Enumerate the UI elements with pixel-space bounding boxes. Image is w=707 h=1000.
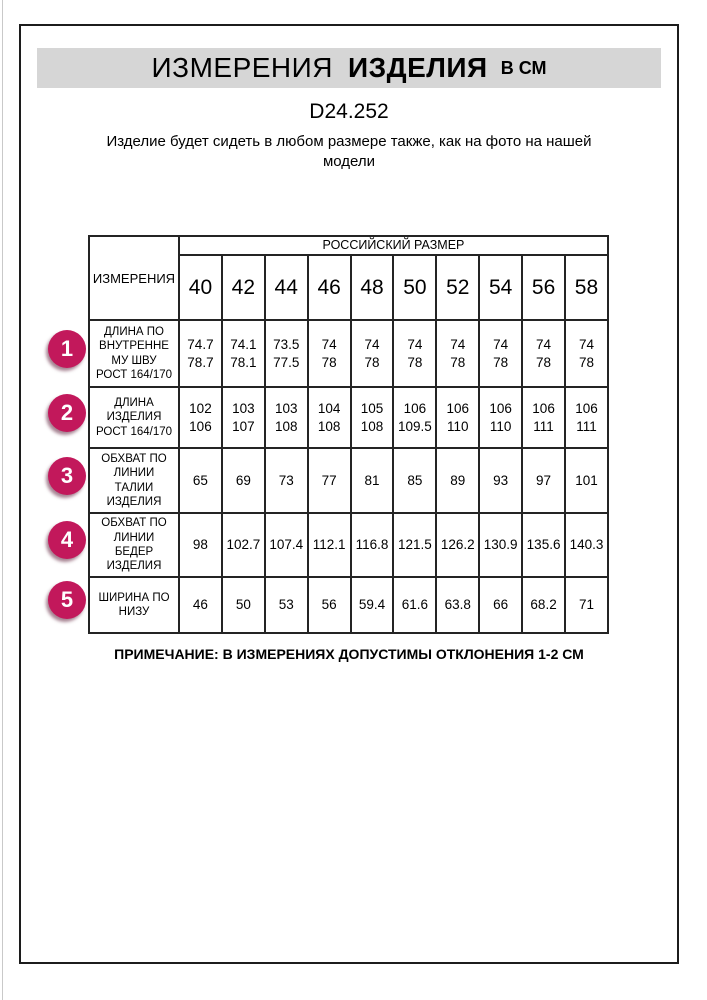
- measurement-value-cell: [222, 577, 265, 633]
- measurement-value-line: 89: [450, 472, 466, 488]
- measurement-value-line: 108: [274, 418, 298, 434]
- measurement-value-line: 74: [578, 336, 594, 352]
- page-title: ИЗМЕРЕНИЯ: [151, 52, 333, 83]
- measurement-value-line: 121.5: [398, 537, 432, 553]
- measurement-value-line: 78: [407, 354, 423, 370]
- table-row: [89, 577, 608, 633]
- measurement-value-cell: [565, 448, 608, 513]
- measurement-label-line: РОСТ 164/170: [95, 425, 173, 438]
- measurement-value-line: 116.8: [355, 537, 389, 553]
- measurement-value-line: 110: [447, 418, 469, 434]
- deviation-note: ПРИМЕЧАНИЕ: В ИЗМЕРЕНИЯХ ДОПУСТИМЫ ОТКЛОНЕНИЯ 1-2 СМ: [114, 646, 584, 662]
- measurement-label-cell: [89, 387, 179, 448]
- measurement-value-cell: [393, 320, 436, 387]
- measurement-value-cell: [179, 448, 222, 513]
- measurement-value-cell: [565, 387, 608, 448]
- size-header-cell: 42: [222, 255, 265, 320]
- measurement-value-line: 65: [192, 472, 208, 488]
- measurement-value-cell: [265, 320, 308, 387]
- measurement-value-line: 74.7: [187, 336, 214, 352]
- measurement-value-line: 108: [317, 418, 341, 434]
- measurement-value-line: 106: [446, 400, 470, 416]
- measurement-label-line: ТАЛИИ: [114, 481, 154, 494]
- measurement-value-cell: [222, 513, 265, 577]
- measurement-value-line: 61.6: [401, 597, 429, 613]
- measurement-value-line: 66: [493, 597, 509, 613]
- measurement-value-cell: [265, 513, 308, 577]
- measurement-value-line: 126.2: [440, 537, 475, 553]
- measurement-value-cell: [351, 577, 394, 633]
- size-table: [88, 235, 609, 634]
- measurement-value-cell: [393, 577, 436, 633]
- size-header-cell: 46: [308, 255, 351, 320]
- measurement-value-line: 106: [189, 418, 212, 434]
- row-number-badge: 3: [48, 457, 86, 495]
- measurement-value-line: 110: [489, 418, 512, 434]
- size-table-head: [89, 236, 608, 320]
- scan-edge-line: [2, 0, 3, 1000]
- size-header-cell: 50: [393, 255, 436, 320]
- measurement-value-line: 78.1: [230, 354, 257, 370]
- size-header-cell: 54: [479, 255, 522, 320]
- table-row: [89, 513, 608, 577]
- measurement-value-line: 78: [321, 354, 337, 370]
- measurement-label-line: ИЗДЕЛИЯ: [106, 560, 162, 573]
- measurement-value-line: 103: [274, 400, 298, 416]
- measurement-value-line: 109.5: [398, 418, 432, 434]
- page-title-unit: В СМ: [500, 57, 547, 78]
- measurement-label-line: ИЗДЕЛИЯ: [106, 495, 162, 508]
- measurement-value-line: 78: [493, 354, 509, 370]
- article-number: D24.252: [309, 100, 389, 123]
- measurement-value-cell: [222, 448, 265, 513]
- measurement-label-line: НИЗУ: [118, 606, 150, 618]
- measurement-value-line: 98: [192, 537, 208, 553]
- measurement-value-line: 130.9: [483, 537, 518, 553]
- measurement-value-line: 74.1: [230, 336, 257, 352]
- measurement-label-cell: [89, 577, 179, 633]
- table-row: [89, 448, 608, 513]
- measurement-value-cell: [393, 387, 436, 448]
- size-header-cell: 48: [351, 255, 394, 320]
- measurements-corner-header: ИЗМЕРЕНИЯ: [89, 236, 179, 320]
- page-title-product: ИЗДЕЛИЯ: [348, 52, 488, 83]
- row-number-badge: 4: [48, 521, 86, 559]
- measurement-value-line: 78.7: [187, 354, 214, 370]
- measurement-value-cell: [565, 577, 608, 633]
- measurement-value-line: 73.5: [273, 336, 300, 352]
- measurement-value-cell: [522, 320, 565, 387]
- measurement-value-cell: [308, 387, 351, 448]
- table-row: [89, 320, 608, 387]
- measurement-value-line: 78: [364, 354, 380, 370]
- measurement-value-line: 77.5: [273, 354, 300, 370]
- measurement-label-line: ДЛИНА: [114, 396, 154, 409]
- measurement-value-line: 107: [232, 418, 255, 434]
- measurement-value-cell: [522, 448, 565, 513]
- measurement-value-line: 97: [536, 472, 552, 488]
- measurement-value-line: 74: [407, 336, 423, 352]
- measurement-value-cell: [522, 513, 565, 577]
- measurement-value-cell: [436, 387, 479, 448]
- measurement-value-cell: [222, 320, 265, 387]
- measurement-value-line: 140.3: [569, 537, 604, 553]
- measurement-value-line: 77: [321, 472, 337, 488]
- measurement-value-line: 74: [321, 336, 337, 352]
- measurement-value-line: 111: [576, 418, 597, 434]
- measurement-value-line: 78: [450, 354, 466, 370]
- measurement-value-line: 85: [407, 472, 423, 488]
- measurement-value-cell: [565, 320, 608, 387]
- measurement-value-cell: [436, 513, 479, 577]
- measurement-value-cell: [351, 320, 394, 387]
- measurement-value-line: 102: [189, 400, 212, 416]
- measurement-value-cell: [351, 513, 394, 577]
- measurement-value-line: 107.4: [269, 537, 304, 553]
- measurement-label-line: ОБХВАТ ПО: [101, 452, 167, 465]
- measurement-value-line: 68.2: [530, 597, 557, 613]
- measurement-value-line: 74: [493, 336, 509, 352]
- measurement-value-cell: [308, 577, 351, 633]
- measurement-value-line: 78: [578, 354, 594, 370]
- measurement-label-line: РОСТ 164/170: [95, 368, 173, 381]
- measurement-label-line: ИЗДЕЛИЯ: [106, 411, 162, 424]
- measurement-value-cell: [522, 387, 565, 448]
- measurement-value-cell: [436, 577, 479, 633]
- size-header-cell: 58: [565, 255, 608, 320]
- measurement-value-line: 105: [360, 400, 384, 416]
- measurement-value-line: 74: [364, 336, 380, 352]
- measurement-value-cell: [308, 320, 351, 387]
- measurement-value-cell: [436, 320, 479, 387]
- measurement-value-line: 59.4: [358, 597, 386, 613]
- measurement-value-line: 108: [360, 418, 384, 434]
- measurement-value-cell: [393, 448, 436, 513]
- fit-description: Изделие будет сидеть в любом размере также, как на фото на нашей модели: [106, 133, 592, 170]
- measurement-value-line: 46: [192, 597, 208, 613]
- measurement-value-line: 103: [232, 400, 255, 416]
- measurement-value-line: 101: [575, 472, 598, 488]
- measurement-value-cell: [351, 387, 394, 448]
- title-bar: [37, 48, 661, 88]
- measurement-label-line: ДЛИНА ПО: [104, 325, 164, 338]
- measurement-label-line: БЕДЕР: [114, 546, 154, 558]
- measurement-label-cell: [89, 513, 179, 577]
- measurement-value-cell: [479, 513, 522, 577]
- measurement-value-cell: [179, 513, 222, 577]
- measurement-value-line: 74: [450, 336, 466, 352]
- row-number-badge: 5: [48, 581, 86, 619]
- measurement-value-line: 93: [493, 472, 509, 488]
- measurement-value-line: 135.6: [526, 537, 561, 553]
- measurement-value-cell: [436, 448, 479, 513]
- row-number-badge: 2: [48, 394, 86, 432]
- measurement-value-line: 104: [317, 400, 341, 416]
- page-frame: [19, 24, 679, 964]
- measurement-value-line: 73: [278, 472, 294, 488]
- measurement-value-line: 78: [536, 354, 552, 370]
- measurement-value-line: 81: [364, 472, 380, 488]
- measurement-value-line: 102.7: [226, 537, 261, 553]
- measurement-value-line: 63.8: [444, 597, 471, 613]
- measurement-value-cell: [522, 577, 565, 633]
- measurement-label-cell: [89, 448, 179, 513]
- measurement-value-line: 106: [532, 400, 555, 416]
- measurement-value-cell: [479, 577, 522, 633]
- table-row: [89, 387, 608, 448]
- measurement-value-cell: [351, 448, 394, 513]
- size-header-cell: 56: [522, 255, 565, 320]
- measurement-label-line: ОБХВАТ ПО: [101, 517, 167, 530]
- russian-size-group-header: РОССИЙСКИЙ РАЗМЕР: [179, 236, 608, 255]
- measurement-value-cell: [479, 320, 522, 387]
- measurement-label-line: ВНУТРЕННЕ: [99, 340, 169, 353]
- measurement-value-cell: [479, 387, 522, 448]
- measurement-value-cell: [179, 320, 222, 387]
- measurement-value-line: 74: [536, 336, 552, 352]
- measurement-value-line: 71: [578, 597, 594, 613]
- measurement-value-cell: [308, 448, 351, 513]
- measurement-label-cell: [89, 320, 179, 387]
- measurement-value-line: 111: [533, 418, 554, 434]
- measurement-value-line: 106: [575, 400, 598, 416]
- measurement-value-cell: [565, 513, 608, 577]
- measurement-value-cell: [393, 513, 436, 577]
- measurement-label-line: ЛИНИИ: [113, 467, 155, 480]
- measurement-value-cell: [179, 387, 222, 448]
- row-number-badge: 1: [48, 330, 86, 368]
- measurement-value-line: 106: [489, 400, 512, 416]
- measurement-value-cell: [265, 387, 308, 448]
- measurement-label-line: ЛИНИИ: [113, 531, 155, 544]
- measurement-value-cell: [179, 577, 222, 633]
- measurement-value-line: 112.1: [312, 537, 346, 553]
- measurement-value-line: 56: [321, 597, 337, 613]
- measurement-value-cell: [479, 448, 522, 513]
- measurement-value-line: 53: [278, 597, 294, 613]
- size-header-cell: 40: [179, 255, 222, 320]
- measurement-value-cell: [265, 577, 308, 633]
- measurement-value-cell: [265, 448, 308, 513]
- measurement-label-line: МУ ШВУ: [111, 354, 157, 367]
- measurement-value-line: 69: [235, 472, 251, 488]
- size-table-body: [89, 320, 608, 633]
- measurement-value-line: 106: [403, 400, 427, 416]
- measurement-value-cell: [222, 387, 265, 448]
- measurement-label-line: ШИРИНА ПО: [98, 591, 170, 604]
- size-header-cell: 52: [436, 255, 479, 320]
- measurement-value-cell: [308, 513, 351, 577]
- measurement-value-line: 50: [235, 597, 251, 613]
- size-header-cell: 44: [265, 255, 308, 320]
